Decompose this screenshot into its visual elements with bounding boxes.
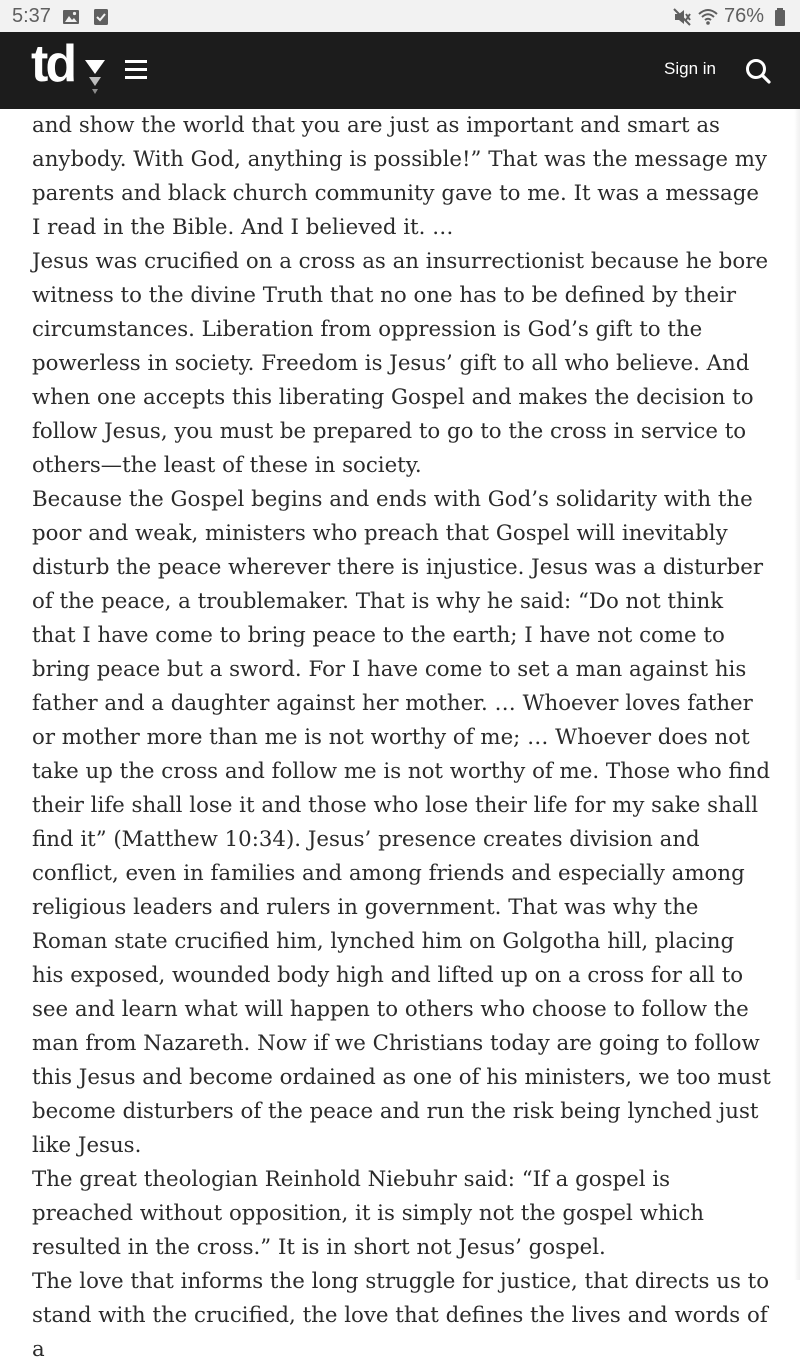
status-time: 5:37: [12, 5, 51, 27]
status-bar: [0, 0, 800, 32]
logo-text: td: [31, 35, 75, 93]
sign-in-link[interactable]: Sign in: [664, 59, 716, 78]
status-right: [672, 5, 790, 28]
battery-percentage: 76%: [723, 5, 764, 27]
page-edge-shadow: [794, 109, 800, 1280]
article-paragraph: Because the Gospel begins and ends with God’s solidarity with the poor and weak, ministers who preach that Gospel will inevitably disturb the peace wherever there is injustice. Jesus was a disturber of the peace, a troublemaker. That is why he said: “Do not think that I have come to bring peace to the earth; I have not come to bring peace but a sword. For I have come to set a man against his father and a daughter against her mother. … Whoever loves father or mother more than me is not worthy of me; … Whoever does not take up the cross and follow me is not worthy of me. Those who find their life shall lose it and those who lose their life for my sake shall find it” (Matthew 10:34). Jesus’ presence creates division and conflict, even in families and among friends and especially among religious leaders and rulers in government. That was why the Roman state crucified him, lynched him on Golgotha hill, placing his exposed, wounded body high and lifted up on a cross for all to see and learn what will happen to others who choose to follow the man from Nazareth. Now if we Christians today are going to follow this Jesus and become ordained as one of his ministers, we too must become disturbers of the peace and run the risk being lynched just like Jesus.: [32, 487, 771, 1158]
logo-chevron-icon: [84, 58, 106, 98]
hamburger-menu-icon[interactable]: [122, 56, 150, 84]
check-task-icon: [91, 7, 111, 27]
article-paragraph: and show the world that you are just as important and smart as anybody. With God, anything is possible!” That was the message my parents and black church community gave to me. It was a message I read in the Bible. And I believed it. …: [32, 113, 768, 240]
status-left: [12, 5, 111, 28]
app-header: [0, 32, 800, 109]
site-logo[interactable]: [31, 35, 107, 98]
search-icon[interactable]: [745, 58, 771, 84]
image-icon: [61, 7, 81, 27]
battery-icon: [770, 7, 790, 27]
mute-icon: [672, 7, 692, 27]
article-paragraph: The love that informs the long struggle for justice, that directs us to stand with the crucified, the love that defines the lives and words of a: [32, 1269, 770, 1362]
article-paragraph: The great theologian Reinhold Niebuhr said: “If a gospel is preached without opposition, it is simply not the gospel which resulted in the cross.” It is in short not Jesus’ gospel.: [32, 1167, 704, 1260]
wifi-icon: [698, 7, 718, 27]
article-paragraph: Jesus was crucified on a cross as an insurrectionist because he bore witness to the divine Truth that no one has to be defined by their circumstances. Liberation from oppression is God’s gift to the powerless in society. Freedom is Jesus’ gift to all who believe. And when one accepts this liberating Gospel and makes the decision to follow Jesus, you must be prepared to go to the cross in service to others—the least of these in society.: [32, 249, 769, 478]
article-body: [32, 109, 772, 1362]
